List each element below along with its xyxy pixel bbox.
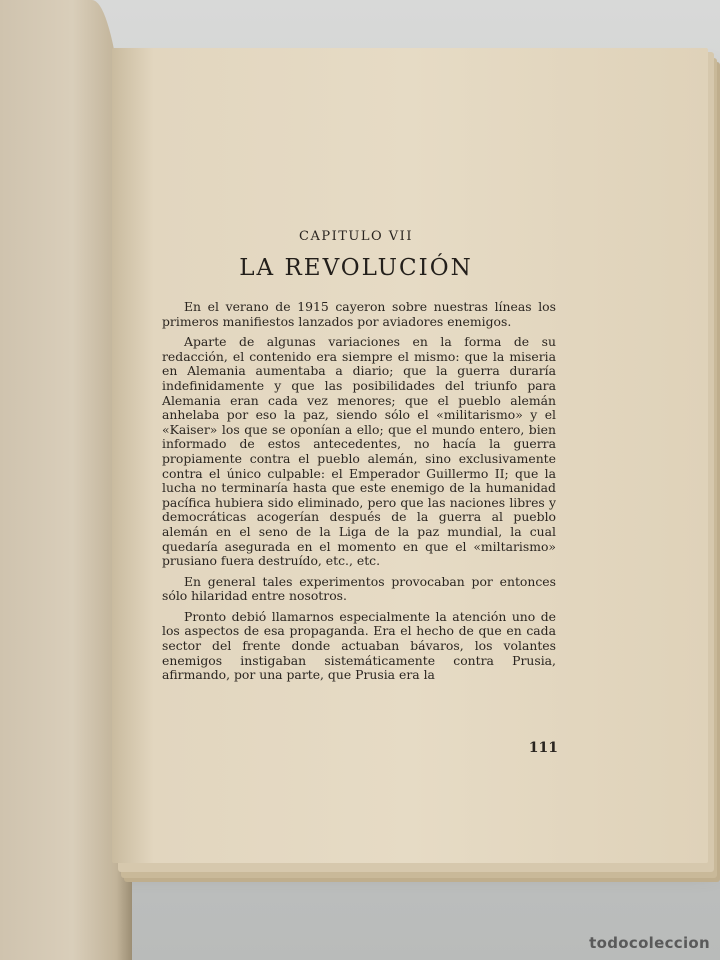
paragraph: Aparte de algunas variaciones en la forma de su redacción, el contenido era siempre el mismo: que la miseria en Alemania aumentaba a diario; que la guerra duraría indefinidamente y que las posibilidades del triunfo para Alemania eran cada vez menores; que el pueblo alemán anhelaba por eso la paz, siendo sólo el «militarismo» y el «Kaiser» los que se oponían a ello; que el mundo entero, bien informado de estos antecedentes, no hacía la guerra propiamente contra el pueblo alemán, sino exclusivamente contra el único culpable: el Emperador Guillermo II; que la lucha no terminaría hasta que este enemigo de la humanidad pacífica hubiera sido eliminado, pero que las naciones libres y democráticas acogerían después de la guerra al pueblo alemán en el seno de la Liga de la paz mundial, la cual quedaría asegurada en el momento en que el «miltarismo» prusiano fuera destruído, etc., etc. <box>162 334 556 569</box>
paragraph: En general tales experimentos provocaban por entonces sólo hilaridad entre nosotros. <box>162 573 556 604</box>
chapter-title: LA REVOLUCIÓN <box>239 255 473 281</box>
chapter-number: CAPITULO VII <box>299 229 413 244</box>
page-number: 111 <box>528 740 558 756</box>
paragraph: En el verano de 1915 cayeron sobre nuestras líneas los primeros manifiestos lanzados por aviadores enemigos. <box>162 299 556 329</box>
body-text <box>162 300 556 689</box>
watermark-logo: todocoleccion <box>589 934 710 952</box>
paragraph: Pronto debió llamarnos especialmente la atención uno de los aspectos de esa propaganda. Era el hecho de que en cada sector del frente donde actuaban bávaros, los volantes enemigos instigaban sistemáticamente contra Prusia, afirmando, por una parte, que Prusia era la <box>162 608 556 683</box>
